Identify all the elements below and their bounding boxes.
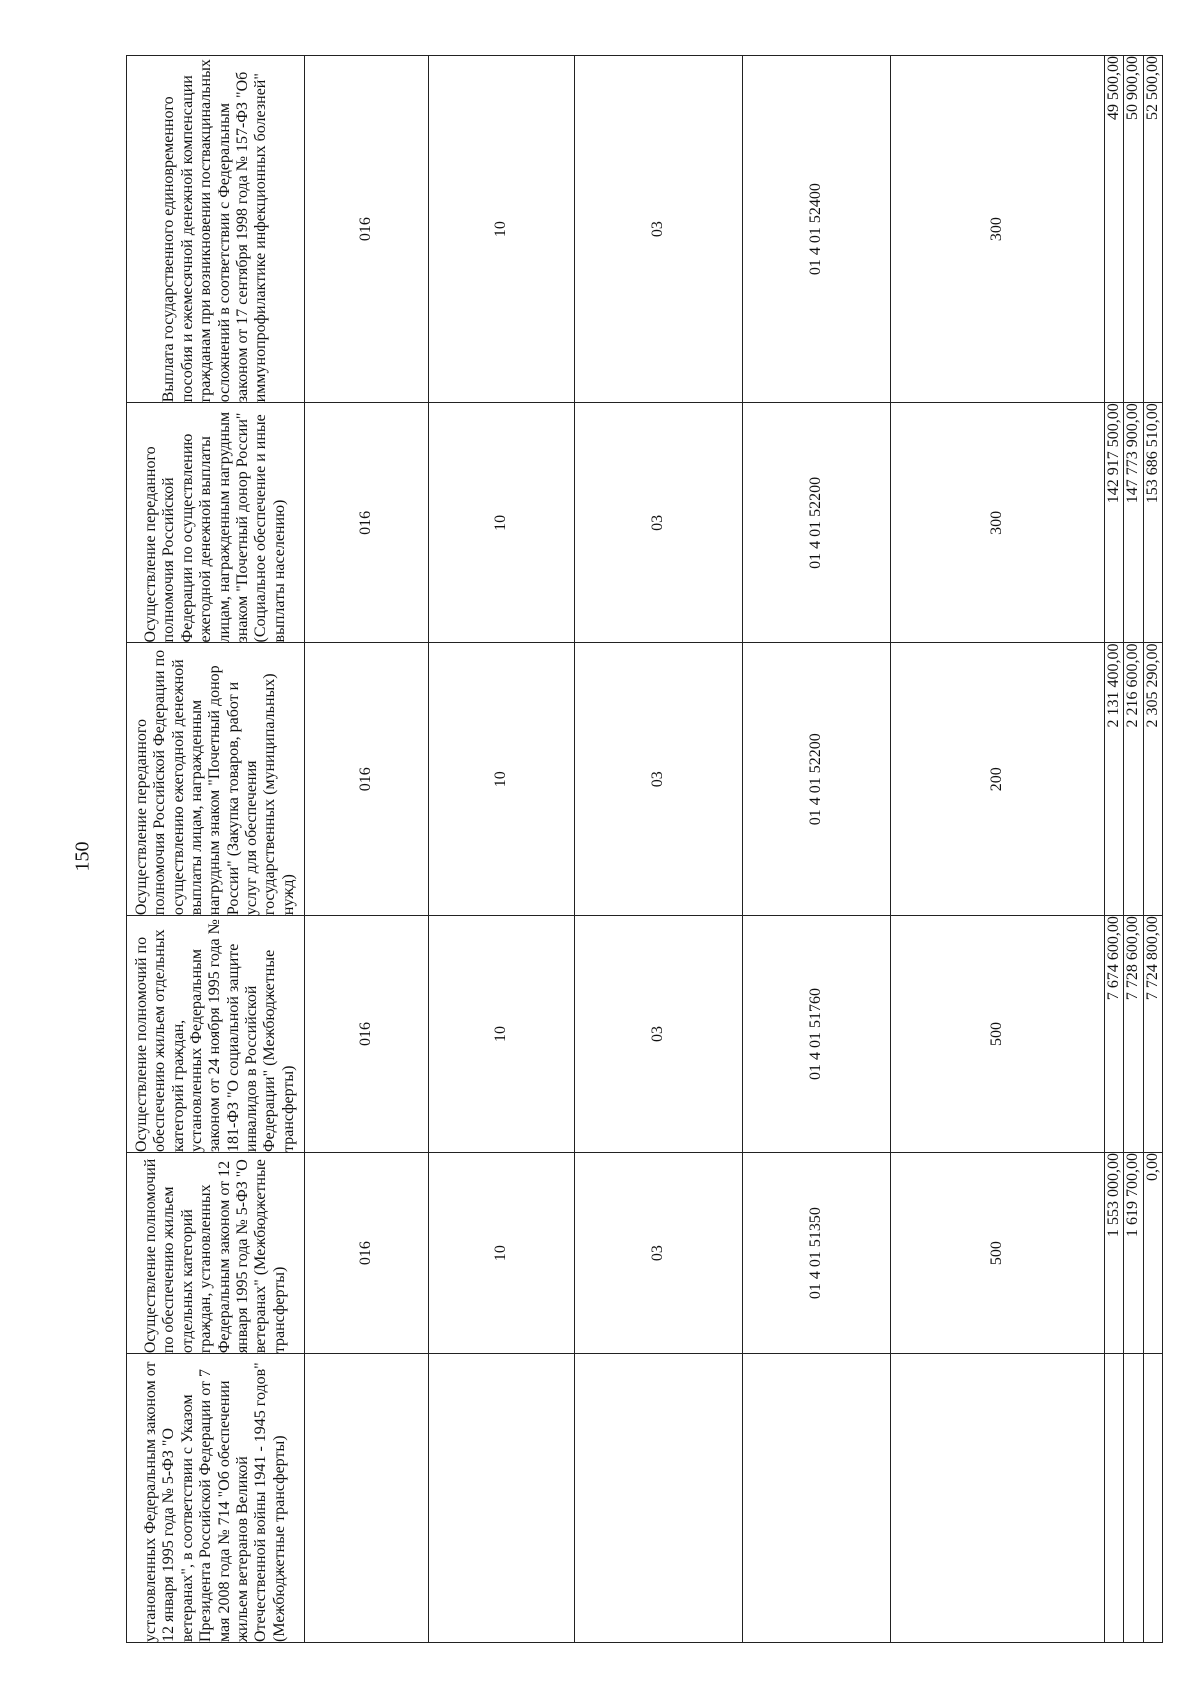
- cell-target-article: 01 4 01 52200: [743, 403, 891, 643]
- cell-description: Осуществление переданного полномочия Российской Федерации по осуществлению ежегодной денежной выплаты лицам, награжденным нагрудным знаком "Почетный донор России" (Социальное обеспечение и иные выплаты населению): [127, 403, 305, 643]
- cell-subsection: [575, 1354, 743, 1643]
- cell-subsection: 03: [575, 643, 743, 916]
- cell-section: 10: [429, 916, 575, 1153]
- table-container: [126, 55, 1161, 1643]
- cell-expense-type: 500: [891, 1152, 1105, 1353]
- cell-description: Осуществление полномочий по обеспечению жильем отдельных категорий граждан, установленных Федеральным законом от 12 января 1995 года № 5-ФЗ "О ветеранах" (Межбюджетные трансферты): [127, 1152, 305, 1353]
- budget-table: [126, 55, 1163, 1643]
- cell-section: 10: [429, 56, 575, 403]
- cell-expense-type: 500: [891, 916, 1105, 1153]
- cell-target-article: [743, 1354, 891, 1643]
- cell-amount-2: 50 900,00: [1124, 56, 1143, 403]
- cell-description: установленных Федеральным законом от 12 января 1995 года № 5-ФЗ "О ветеранах", в соответствии с Указом Президента Российской Федерации от 7 мая 2008 года № 714 "Об обеспечении жильем ветеранов Великой Отечественной войны 1941 - 1945 годов" (Межбюджетные трансферты): [127, 1354, 305, 1643]
- column-subsection: [575, 56, 743, 1643]
- cell-target-article: 01 4 01 52200: [743, 643, 891, 916]
- cell-expense-type: 300: [891, 403, 1105, 643]
- cell-subsection: 03: [575, 403, 743, 643]
- cell-target-article: 01 4 01 51760: [743, 916, 891, 1153]
- cell-section: 10: [429, 1152, 575, 1353]
- cell-ministry: 016: [305, 916, 429, 1153]
- cell-amount-2: [1124, 1354, 1143, 1643]
- cell-ministry: 016: [305, 56, 429, 403]
- cell-ministry: [305, 1354, 429, 1643]
- cell-description: Выплата государственного единовременного пособия и ежемесячной денежной компенсации гражданам при возникновении поствакцинальных осложнений в соответствии с Федеральным законом от 17 сентября 1998 года № 157-ФЗ "Об иммунопрофилактике инфекционных болезней": [127, 56, 305, 403]
- cell-section: [429, 1354, 575, 1643]
- cell-amount-3: 2 305 290,00: [1143, 643, 1162, 916]
- cell-expense-type: 200: [891, 643, 1105, 916]
- cell-ministry: 016: [305, 403, 429, 643]
- cell-ministry: 016: [305, 1152, 429, 1353]
- cell-expense-type: [891, 1354, 1105, 1643]
- page-number: 150: [71, 841, 94, 872]
- cell-amount-2: 1 619 700,00: [1124, 1152, 1143, 1353]
- cell-amount-2: 147 773 900,00: [1124, 403, 1143, 643]
- cell-amount-3: 153 686 510,00: [1143, 403, 1162, 643]
- cell-amount-1: [1105, 1354, 1124, 1643]
- cell-amount-1: 2 131 400,00: [1105, 643, 1124, 916]
- column-expense-type: [891, 56, 1105, 1643]
- cell-target-article: 01 4 01 52400: [743, 56, 891, 403]
- cell-amount-2: 2 216 600,00: [1124, 643, 1143, 916]
- cell-subsection: 03: [575, 1152, 743, 1353]
- cell-description: Осуществление переданного полномочия Российской Федерации по осуществлению ежегодной денежной выплаты лицам, награжденным нагрудным знаком "Почетный донор России" (Закупка товаров, работ и услуг для обеспечения государственных (муниципальных) нужд): [127, 643, 305, 916]
- cell-amount-3: 0,00: [1143, 1152, 1162, 1353]
- cell-amount-1: 1 553 000,00: [1105, 1152, 1124, 1353]
- cell-subsection: 03: [575, 56, 743, 403]
- cell-amount-3: 52 500,00: [1143, 56, 1162, 403]
- cell-section: 10: [429, 643, 575, 916]
- column-amount-3: [1143, 56, 1162, 1643]
- cell-description: Осуществление полномочий по обеспечению жильем отдельных категорий граждан, установленных Федеральным законом от 24 ноября 1995 года № 181-ФЗ "О социальной защите инвалидов в Российской Федерации" (Межбюджетные трансферты): [127, 916, 305, 1153]
- cell-expense-type: 300: [891, 56, 1105, 403]
- cell-amount-3: 7 724 800,00: [1143, 916, 1162, 1153]
- cell-amount-2: 7 728 600,00: [1124, 916, 1143, 1153]
- cell-target-article: 01 4 01 51350: [743, 1152, 891, 1353]
- column-amount-1: [1105, 56, 1124, 1643]
- column-amount-2: [1124, 56, 1143, 1643]
- column-ministry: [305, 56, 429, 1643]
- cell-ministry: 016: [305, 643, 429, 916]
- cell-amount-1: 49 500,00: [1105, 56, 1124, 403]
- cell-amount-3: [1143, 1354, 1162, 1643]
- column-target-article: [743, 56, 891, 1643]
- cell-amount-1: 7 674 600,00: [1105, 916, 1124, 1153]
- cell-amount-1: 142 917 500,00: [1105, 403, 1124, 643]
- cell-subsection: 03: [575, 916, 743, 1153]
- cell-section: 10: [429, 403, 575, 643]
- column-section: [429, 56, 575, 1643]
- column-description: [127, 56, 305, 1643]
